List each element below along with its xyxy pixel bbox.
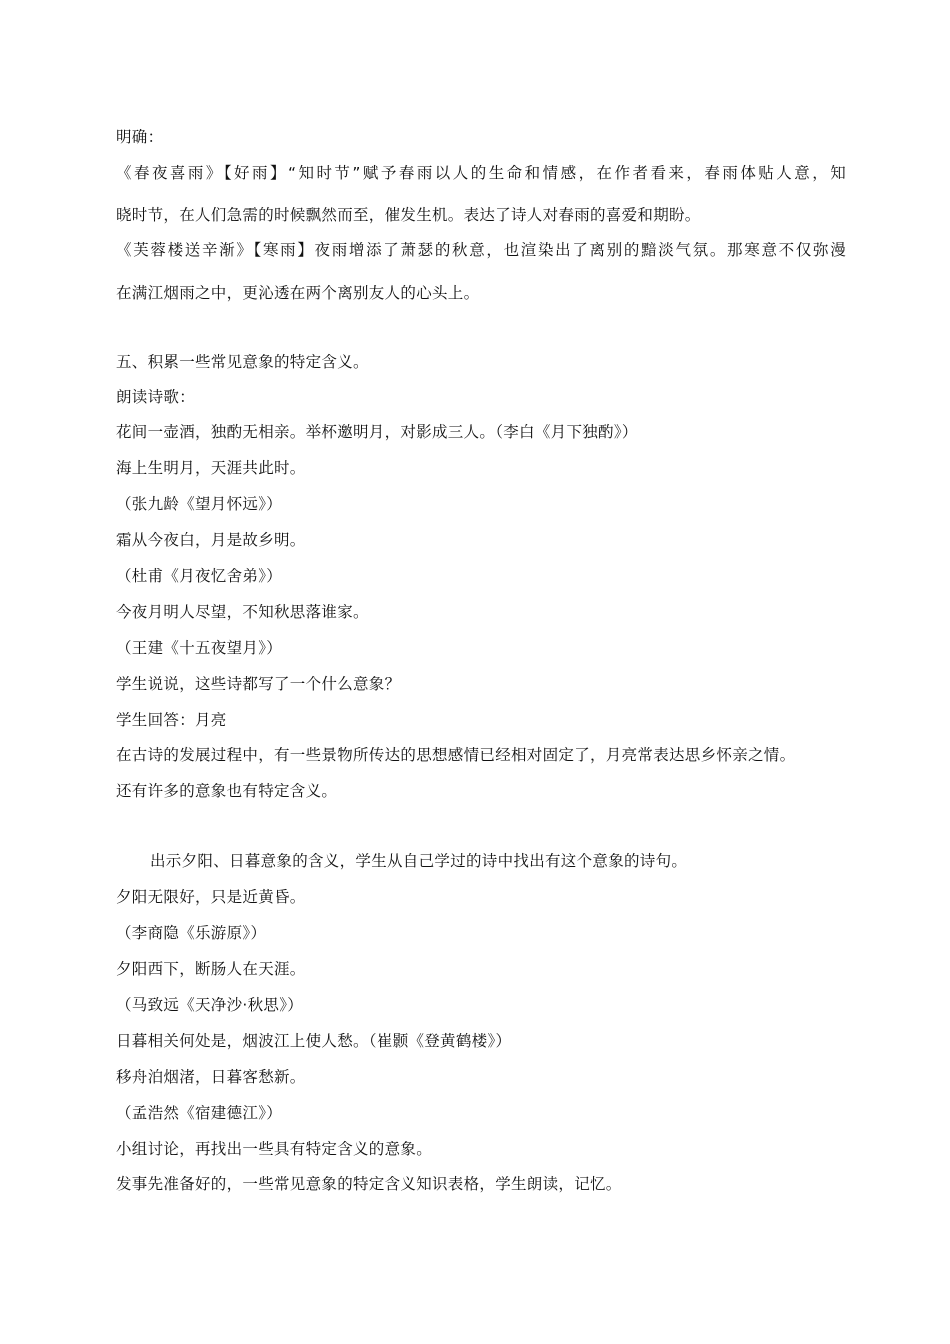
poem-source: （李商隐《乐游原》） bbox=[116, 924, 267, 942]
explanation-line: 在古诗的发展过程中，有一些景物所传达的思想感情已经相对固定了，月亮常表达思乡怀亲之情。 bbox=[116, 746, 796, 764]
poem-source: （马致远《天净沙·秋思》） bbox=[116, 996, 304, 1014]
explanation-line: 还有许多的意象也有特定含义。 bbox=[116, 782, 338, 800]
section-heading: 五、积累一些常见意象的特定含义。 bbox=[116, 353, 369, 371]
table-note-line: 发事先准备好的，一些常见意象的特定含义知识表格，学生朗读，记忆。 bbox=[116, 1175, 622, 1193]
poem-line: 移舟泊烟渚，日暮客愁新。 bbox=[116, 1068, 306, 1086]
poem-line: 今夜月明人尽望，不知秋思落谁家。 bbox=[116, 603, 369, 621]
poem-line: 夕阳西下，断肠人在天涯。 bbox=[116, 960, 306, 978]
paragraph-spring-rain-line-2: 晓时节，在人们急需的时候飘然而至，催发生机。表达了诗人对春雨的喜爱和期盼。 bbox=[116, 206, 701, 224]
poem-source: （杜甫《月夜忆舍弟》） bbox=[116, 567, 283, 585]
read-poems-label: 朗读诗歌： bbox=[116, 388, 196, 406]
poem-source: （王建《十五夜望月》） bbox=[116, 639, 283, 657]
sunset-intro: 出示夕阳、日暮意象的含义，学生从自己学过的诗中找出有这个意象的诗句。 bbox=[150, 852, 688, 870]
poem-source: （张九龄《望月怀远》） bbox=[116, 495, 283, 513]
poem-line: 夕阳无限好，只是近黄昏。 bbox=[116, 888, 306, 906]
group-discussion-line: 小组讨论，再找出一些具有特定含义的意象。 bbox=[116, 1140, 433, 1158]
poem-line: 日暮相关何处是，烟波江上使人愁。（崔颢《登黄鹤楼》） bbox=[116, 1032, 512, 1050]
poem-line: 海上生明月，天涯共此时。 bbox=[116, 459, 306, 477]
poem-line: 花间一壶酒，独酌无相亲。举杯邀明月，对影成三人。（李白《月下独酌》） bbox=[116, 423, 638, 441]
paragraph-spring-rain-line-1: 《春夜喜雨》【好雨】“知时节”赋予春雨以人的生命和情感，在作者看来，春雨体贴人意，知 bbox=[116, 164, 846, 182]
paragraph-cold-rain-line-1: 《芙蓉楼送辛渐》【寒雨】夜雨增添了萧瑟的秋意，也渲染出了离别的黯淡气氛。那寒意不仅弥漫 bbox=[116, 241, 846, 259]
poem-line: 霜从今夜白，月是故乡明。 bbox=[116, 531, 306, 549]
question-line: 学生说说，这些诗都写了一个什么意象？ bbox=[116, 675, 401, 693]
paragraph-cold-rain-line-2: 在满江烟雨之中，更沁透在两个离别友人的心头上。 bbox=[116, 284, 480, 302]
answer-line: 学生回答：月亮 bbox=[116, 711, 227, 729]
poem-source: （孟浩然《宿建德江》） bbox=[116, 1104, 283, 1122]
clarify-label: 明确： bbox=[116, 128, 164, 146]
